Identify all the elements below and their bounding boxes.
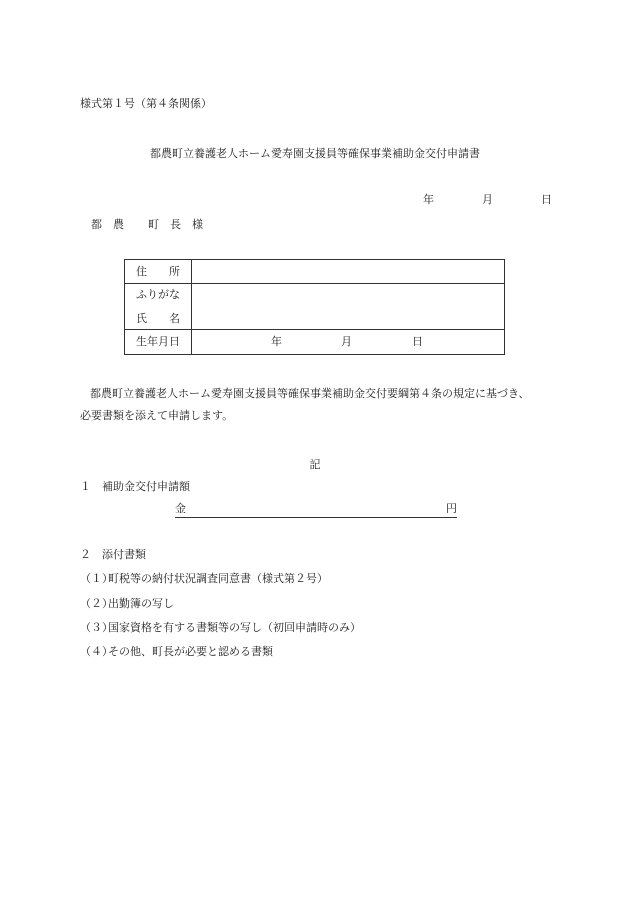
- attachment-item: （３）国家資格を有する書類等の写し（初回申請時のみ）: [80, 621, 361, 634]
- ki-heading: 記: [309, 458, 321, 471]
- section-1-label: 補助金交付申請額: [102, 480, 190, 493]
- section-1-heading: [80, 480, 190, 494]
- section-2-label: 添付書類: [102, 548, 146, 561]
- address-label: 住 所: [125, 260, 192, 284]
- section-2-heading: [80, 548, 146, 562]
- birth-year-label: 年: [271, 335, 282, 348]
- addressee-char: 農: [113, 218, 125, 231]
- furigana-label: ふりがな: [136, 287, 180, 301]
- attachment-item: （１）町税等の納付状況調査同意書（様式第２号）: [80, 572, 328, 585]
- date-day-label: 日: [541, 193, 552, 206]
- date-month-label: 月: [482, 193, 493, 206]
- addressee-char: 町: [148, 218, 160, 231]
- name-label: ふりがな 氏 名: [125, 284, 192, 330]
- section-1-number: １: [80, 480, 91, 493]
- section-2-number: ２: [80, 548, 91, 561]
- amount-prefix: 金: [175, 502, 186, 515]
- document-title: 都農町立養護老人ホーム愛寿園支援員等確保事業補助金交付申請書: [150, 147, 480, 160]
- address-row: [125, 260, 505, 284]
- addressee: [91, 218, 204, 232]
- birthdate-field[interactable]: [192, 330, 505, 355]
- birthdate-label: 生年月日: [125, 330, 192, 355]
- statement-line-2: 必要書類を添えて申請します。: [80, 409, 234, 422]
- date-year-label: 年: [423, 193, 434, 206]
- statement-line-1: 都農町立養護老人ホーム愛寿園支援員等確保事業補助金交付要綱第４条の規定に基づき、: [90, 387, 530, 400]
- addressee-char: 様: [192, 218, 204, 231]
- addressee-char: 都: [91, 218, 103, 231]
- attachment-item: （２）出勤簿の写し: [80, 597, 174, 610]
- name-field[interactable]: [192, 284, 505, 330]
- birthdate-row: [125, 330, 505, 355]
- amount-suffix: 円: [446, 502, 457, 515]
- addressee-char: 長: [170, 218, 182, 231]
- attachment-item: （４）その他、町長が必要と認める書類: [80, 645, 273, 658]
- name-row: [125, 284, 505, 330]
- address-field[interactable]: [192, 260, 505, 284]
- birth-month-label: 月: [341, 335, 352, 348]
- applicant-table: [124, 259, 505, 355]
- form-number: 様式第１号（第４条関係）: [80, 97, 212, 110]
- application-statement: [80, 383, 560, 427]
- birth-day-label: 日: [412, 335, 423, 348]
- amount-field[interactable]: [175, 502, 457, 518]
